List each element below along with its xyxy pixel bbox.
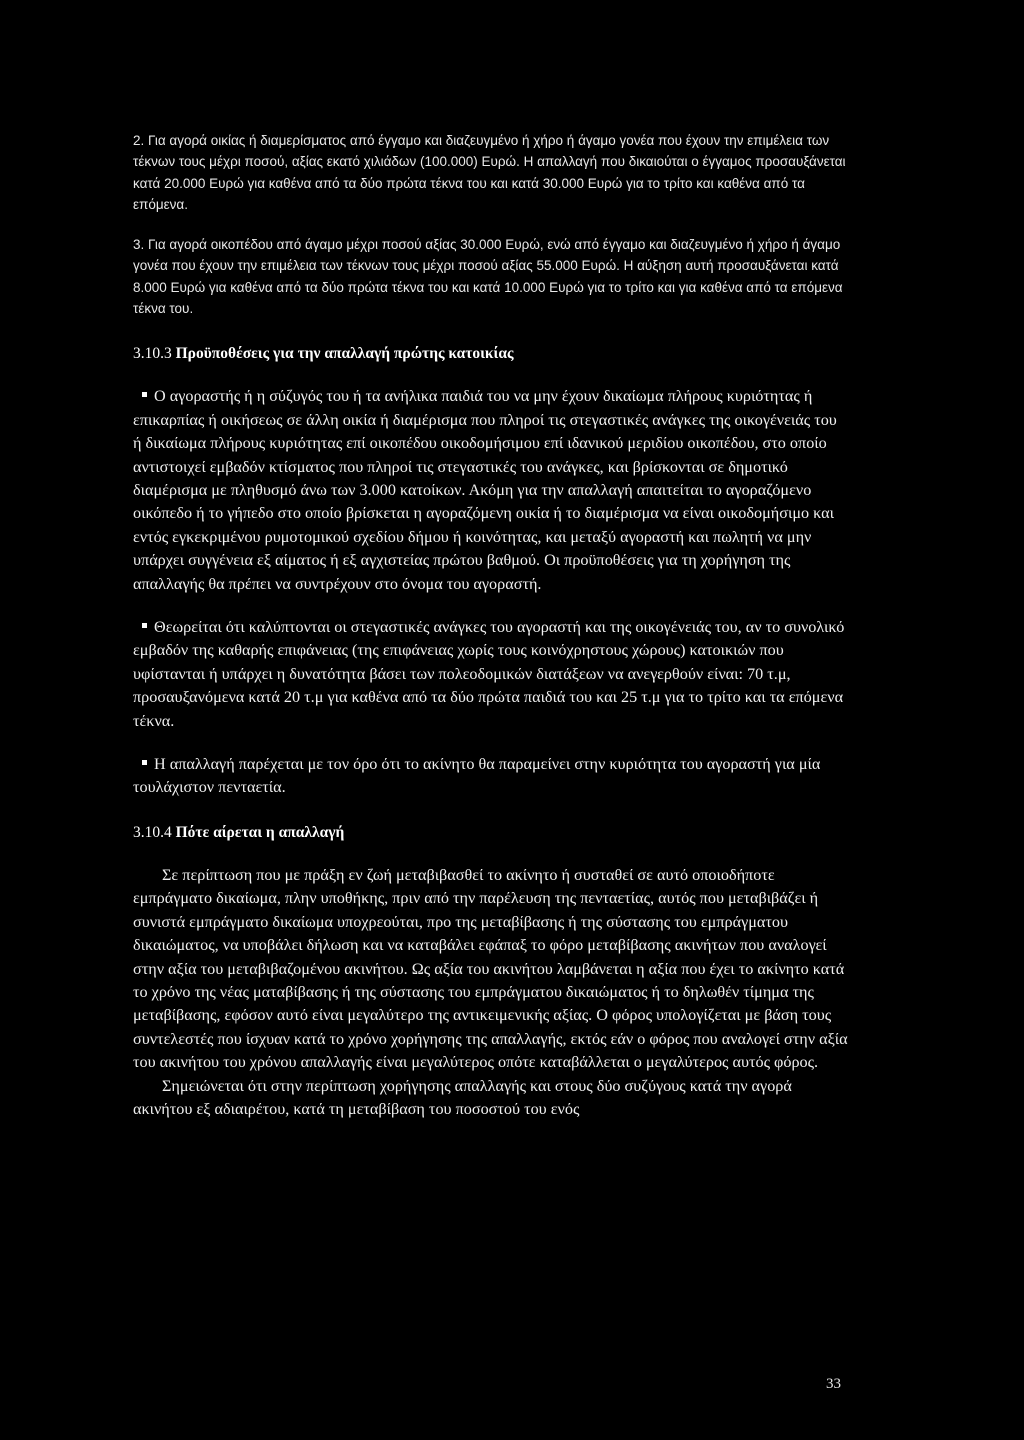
bullet-paragraph-2 bbox=[133, 616, 849, 733]
bullet-text-3: Η απαλλαγή παρέχεται με τον όρο ότι το ακίνητο θα παραμείνει στην κυριότητα του αγοραστή για μία τουλάχιστον πενταετία. bbox=[133, 755, 821, 797]
bullet-icon bbox=[142, 623, 147, 628]
section-3-10-3-heading bbox=[133, 343, 849, 365]
section-3-10-4-paragraph-2: Σημειώνεται ότι στην περίπτωση χορήγησης απαλλαγής και στους δύο συζύγους κατά την αγορά ακινήτου εξ αδιαιρέτου, κατά τη μεταβίβαση του ποσοστού του ενός bbox=[133, 1076, 792, 1118]
bullet-paragraph-3 bbox=[133, 753, 849, 800]
section-title: Πότε αίρεται η απαλλαγή bbox=[175, 823, 345, 841]
page-number: 33 bbox=[826, 1376, 841, 1392]
section-number: 3.10.4 bbox=[133, 823, 172, 841]
bullet-text-2: Θεωρείται ότι καλύπτονται οι στεγαστικές ανάγκες του αγοραστή και της οικογένειάς του, αν το συνολικό εμβαδόν της καθαρής επιφάνειας (της επιφάνειας χωρίς τους κοινόχρηστους χώρους) κατοικιών που υφίστανται ή υπάρχει η δυνατότητα βάσει των πολεοδομικών διατάξεων να ανεγερθούν είναι: 70 τ.μ, προσαυξανόμενα κατά 20 τ.μ για καθένα από τα δύο πρώτα παιδιά του και 25 τ.μ για το τρίτο και τα επόμενα τέκνα. bbox=[133, 618, 845, 730]
bullet-text-1: Ο αγοραστής ή η σύζυγός του ή τα ανήλικα παιδιά του να μην έχουν δικαίωμα πλήρους κυριότητας ή επικαρπίας ή οικήσεως σε άλλη οικία ή διαμέρισμα που πληροί τις στεγαστικές ανάγκες της οικογένειάς του ή δικαίωμα πλήρους κυριότητας επί οικοπέδου οικοδομήσιμου επί ιδανικού μεριδίου οικοπέδου, στο οποίο αντιστοιχεί εμβαδόν κτίσματος που πληροί τις στεγαστικές του ανάγκες, και βρίσκονται σε δημοτικό διαμέρισμα με πληθυσμό άνω των 3.000 κατοίκων. Ακόμη για την απαλλαγή απαιτείται το αγοραζόμενο οικόπεδο ή το γήπεδο στο οποίο βρίσκεται η αγοραζόμενη οικία ή το διαμέρισμα να είναι οικοδομήσιμο και εντός εγκεκριμένου ρυμοτομικού σχεδίου δήμου ή κοινότητας, και μεταξύ αγοραστή και πωλητή να μην υπάρχει συγγένεια εξ αίματος ή εξ αγχιστείας πρώτου βαθμού. Οι προϋποθέσεις για τη χορήγηση της απαλλαγής θα πρέπει να συντρέχουν στο όνομα του αγοραστή. bbox=[133, 387, 837, 593]
section-number: 3.10.3 bbox=[133, 345, 172, 363]
section-title: Προϋποθέσεις για την απαλλαγή πρώτης κατοικίας bbox=[175, 345, 514, 363]
section-3-10-4-heading bbox=[133, 822, 849, 844]
bullet-icon bbox=[142, 392, 147, 397]
item-2-paragraph: 2. Για αγορά οικίας ή διαμερίσματος από έγγαμο και διαζευγμένο ή χήρο ή άγαμο γονέα που έχουν την επιμέλεια των τέκνων τους μέχρι ποσού, αξίας εκατό χιλιάδων (100.000) Ευρώ. Η απαλλαγή που δικαιούται ο έγγαμος προσαυξάνεται κατά 20.000 Ευρώ για καθένα από τα δύο πρώτα τέκνα του και κατά 30.000 Ευρώ για το τρίτο και καθένα από τα επόμενα. bbox=[133, 133, 846, 212]
section-3-10-4-paragraph-1: Σε περίπτωση που με πράξη εν ζωή μεταβιβασθεί το ακίνητο ή συσταθεί σε αυτό οποιοδήποτε εμπράγματο δικαίωμα, πλην υποθήκης, πριν από την παρέλευση της πενταετίας, αυτός που μεταβιβάζει ή συνιστά εμπράγματο δικαίωμα υποχρεούται, προ της μεταβίβασης ή της σύστασης του εμπράγματου δικαιώματος, να υποβάλει δήλωση και να καταβάλει εφάπαξ το φόρο μεταβίβασης ακινήτων που αναλογεί στην αξία του μεταβιβαζομένου ακινήτου. Ως αξία του ακινήτου λαμβάνεται η αξία που έχει το ακίνητο κατά το χρόνο της νέας ματαβίβασης ή της σύστασης του εμπράγματου δικαιώματος ή το δηλωθέν τίμημα της μεταβίβασης, εφόσον αυτό είναι μεγαλύτερο της αντικειμενικής αξίας. Ο φόρος υπολογίζεται με βάση τους συντελεστές που ίσχυαν κατά το χρόνο χορήγησης της απαλλαγής, εκτός εάν ο φόρος που αναλογεί στην αξία του ακινήτου του χρόνου απαλλαγής είναι μεγαλύτερος οπότε καταβάλλεται ο μεγαλύτερος αυτός φόρος. bbox=[133, 865, 848, 1072]
document-page bbox=[133, 130, 849, 1121]
bullet-icon bbox=[142, 760, 147, 765]
item-3-paragraph: 3. Για αγορά οικοπέδου από άγαμο μέχρι ποσού αξίας 30.000 Ευρώ, ενώ από έγγαμο και διαζευγμένο ή χήρο ή άγαμο γονέα που έχουν την επιμέλεια των τέκνων τους μέχρι ποσού αξίας 55.000 Ευρώ. Η αύξηση αυτή προσαυξάνεται κατά 8.000 Ευρώ για καθένα από τα δύο πρώτα τέκνα του και κατά 10.000 Ευρώ για το τρίτο και για καθένα από τα επόμενα τέκνα του. bbox=[133, 237, 843, 317]
bullet-paragraph-1 bbox=[133, 385, 849, 596]
